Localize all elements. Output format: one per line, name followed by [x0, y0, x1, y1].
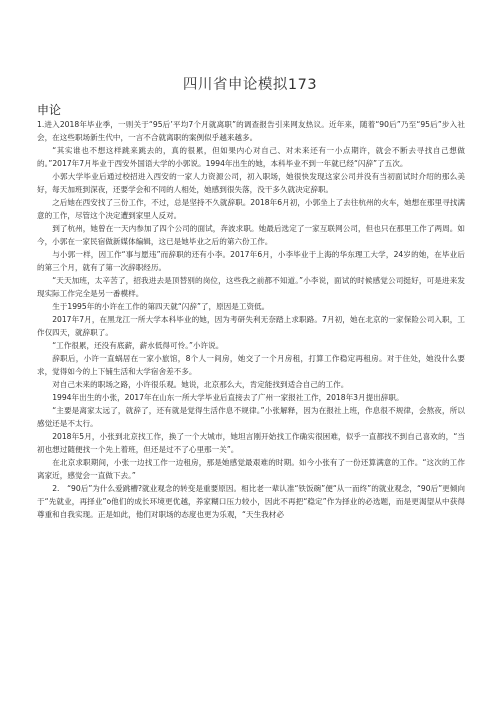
paragraph: 到了杭州，她曾在一天内参加了四个公司的面试，奔波求职。她最后选定了一家互联网公司，但也只在那里工作了两周。如今，小郭在一家民宿做新媒体编辑，这已是她毕业之后的第六份工作。: [37, 224, 465, 246]
paragraph: 对自己未来的职场之路，小许很乐观。她说，北京那么大，肯定能找到适合自己的工作。: [52, 380, 349, 389]
paragraph: “主要是离家太远了，就辞了，还有就是觉得生活作息不规律。”小张解释，因为在报社上班，作息很不规律，会熬夜，所以感觉还是不太行。: [37, 406, 465, 428]
paragraph: 与小郭一样，因工作“事与愿违”而辞职的还有小李。2017年6月，小李毕业于上海的华东理工大学，24岁的她，在毕业后的第三个月，就有了第一次辞职经历。: [37, 250, 465, 272]
paragraph: 1.进入2018年毕业季，一则关于“95后’平均7个月就离职”的调查报告引来网友热议。近年来，随着“90后”乃至“95后”步入社会，在这些职场新生代中，一言不合就离职的案例似乎越来越多。: [37, 120, 465, 142]
paragraph: 2. “90后”为什么爱跳槽?就业观念的转变是重要原因。相比老一辈认准“铁饭碗”便“从一而终”的就业观念，“90后”更倾向于“先就业，再择业”o他们的成长环境更优越，养家糊口压力较小，因此不再把“稳定”作为择业的必选题，而是更渴望从中获得尊重和自我实现。正是如此，他们对职场的态度也更为乐观，“天生我材必: [37, 484, 465, 519]
paragraph: 1994年出生的小张，2017年在山东一所大学毕业后直接去了广州一家报社工作，2018年3月提出辞职。: [52, 393, 404, 402]
paragraph: 2017年7月，在黑龙江一所大学本科毕业的她，因为考研失利无奈踏上求职路。7月初，她在北京的一家保险公司入职，工作仅四天，就辞职了。: [37, 315, 465, 337]
paragraph: “其实谁也不想这样跳来跳去的，真的很累，但如果内心对自己、对未来还有一小点期许，就会不断去寻找自己想做的。”2017年7月毕业于西安外国语大学的小郭说。1994年出生的她，本科毕业不到一年就已经“闪辞”了五次。: [37, 146, 465, 168]
section-heading: 申论: [37, 103, 62, 117]
paragraph: “工作很累，还没有底薪，薪水低得可怜。”小许说。: [52, 341, 224, 350]
document-body: [37, 118, 465, 521]
paragraph: 辞职后，小许一直蜗居在一家小旅馆，8个人一间房，她交了一个月房租，打算工作稳定再租房。对于住处，她没什么要求，觉得如今的上下铺生活和大学宿舍差不多。: [37, 354, 465, 376]
paragraph: 生于1995年的小许在工作的第四天就“闪辞”了，原因是工资低。: [52, 302, 270, 311]
paragraph: 小郭大学毕业后通过校招进入西安的一家人力资源公司，初入职场，她很快发现这家公司并没有当初面试时介绍的那么美好，每天加班到深夜，还要学会和不同的人相处，她感到很失落，没干多久就决定辞职。: [37, 172, 465, 194]
paragraph: 2018年5月，小张到北京找工作，换了一个大城市，她坦言刚开始找工作确实很困难，似乎一直都找不到自己喜欢的，“当初也想过随便找一个先上着班，但还是过不了心里那一关”。: [37, 432, 465, 454]
document-title: 四川省申论模拟173: [182, 77, 318, 93]
paragraph: “天天加班，太辛苦了，招我进去是顶替别的岗位，这些我之前都不知道。”小李说，面试的时候感觉公司挺好，可是进来发现实际工作完全是另一番模样。: [37, 276, 465, 298]
paragraph: 在北京求职期间，小张一边找工作一边租房，那是她感觉最艰难的时期。如今小张有了一份还算满意的工作。“这次的工作离家近，感觉会一直做下去。”: [37, 458, 465, 480]
paragraph: 之后她在西安找了三份工作，不过，总是坚持不久就辞职。2018年6月初，小郭坐上了去往杭州的火车，她想在那里寻找满意的工作，尽管这个决定遭到家里人反对。: [37, 198, 465, 220]
